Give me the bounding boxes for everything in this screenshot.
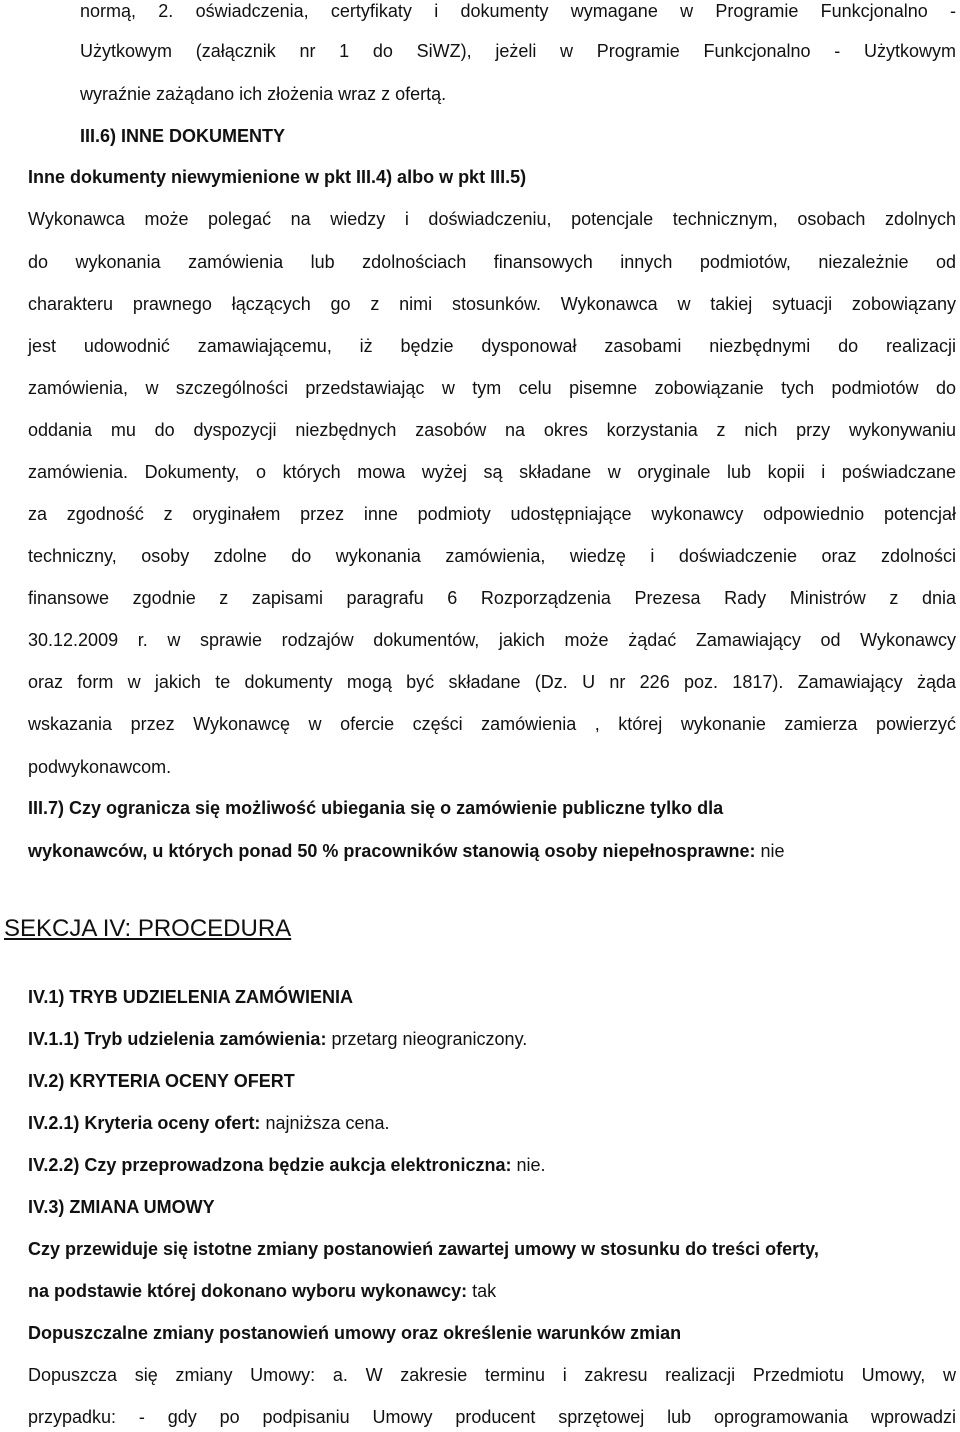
- paragraph-line: zamówienia. Dokumenty, o których mowa wyżej są składane w oryginale lub kopii i poświadczane: [28, 462, 956, 482]
- paragraph-line: techniczny, osoby zdolne do wykonania zamówienia, wiedzę i doświadczenie oraz zdolności: [28, 546, 956, 566]
- intro-line-3: wyraźnie zażądano ich złożenia wraz z ofertą.: [80, 84, 447, 104]
- paragraph-line: podwykonawcom.: [28, 757, 172, 777]
- section-4-title: SEKCJA IV: PROCEDURA: [4, 915, 292, 942]
- iv22-row: [28, 1154, 956, 1176]
- iv1-heading: IV.1) TRYB UDZIELENIA ZAMÓWIENIA: [28, 987, 354, 1007]
- section-3-7-answer: nie: [760, 841, 785, 861]
- intro-line-2: Użytkowym (załącznik nr 1 do SiWZ), jeżeli w Programie Funkcjonalno - Użytkowym: [80, 41, 956, 61]
- iv22-value: nie.: [516, 1155, 546, 1175]
- section-3-7-question-text: wykonawców, u których ponad 50 % pracowników stanowią osoby niepełnosprawne:: [28, 841, 756, 861]
- iv21-label: IV.2.1) Kryteria oceny ofert:: [28, 1113, 261, 1133]
- iv3-answer: tak: [472, 1281, 497, 1301]
- paragraph-line: zamówienia, w szczególności przedstawiając w tym celu pisemne zobowiązanie tych podmiotów do: [28, 378, 956, 398]
- section-3-7-question-line-2: [28, 840, 956, 862]
- paragraph-line: jest udowodnić zamawiającemu, iż będzie dysponował zasobami niezbędnymi do realizacji: [28, 336, 956, 356]
- paragraph-line: Wykonawca może polegać na wiedzy i doświadczeniu, potencjale technicznym, osobach zdolnych: [28, 209, 956, 229]
- iv21-row: [28, 1112, 956, 1134]
- paragraph-line: oraz form w jakich te dokumenty mogą być składane (Dz. U nr 226 poz. 1817). Zamawiający żąda: [28, 672, 956, 692]
- iv3-question-line-1: Czy przewiduje się istotne zmiany postanowień zawartej umowy w stosunku do treści oferty,: [28, 1239, 819, 1259]
- paragraph-line: wskazania przez Wykonawcę w ofercie części zamówienia , której wykonanie zamierza powierzyć: [28, 714, 956, 734]
- paragraph-line: charakteru prawnego łączących go z nimi stosunków. Wykonawca w takiej sytuacji zobowiązany: [28, 294, 956, 314]
- paragraph-line: oddania mu do dyspozycji niezbędnych zasobów na okres korzystania z nich przy wykonywaniu: [28, 420, 956, 440]
- section-3-7-question-line-1: III.7) Czy ogranicza się możliwość ubiegania się o zamówienie publiczne tylko dla: [28, 798, 724, 818]
- section-3-6-heading: III.6) INNE DOKUMENTY: [80, 126, 286, 146]
- paragraph-line: finansowe zgodnie z zapisami paragrafu 6 Rozporządzenia Prezesa Rady Ministrów z dnia: [28, 588, 956, 608]
- iv21-value: najniższa cena.: [265, 1113, 390, 1133]
- iv3-question-text: na podstawie której dokonano wyboru wykonawcy:: [28, 1281, 468, 1301]
- paragraph-line: 30.12.2009 r. w sprawie rodzajów dokumentów, jakich może żądać Zamawiający od Wykonawcy: [28, 630, 956, 650]
- paragraph-line: do wykonania zamówienia lub zdolnościach finansowych innych podmiotów, niezależnie od: [28, 252, 956, 272]
- iv11-label: IV.1.1) Tryb udzielenia zamówienia:: [28, 1029, 327, 1049]
- intro-line-1: normą, 2. oświadczenia, certyfikaty i dokumenty wymagane w Programie Funkcjonalno -: [80, 1, 956, 21]
- iv3-question-line-2: [28, 1280, 956, 1302]
- section-3-6-subheading: Inne dokumenty niewymienione w pkt III.4) albo w pkt III.5): [28, 167, 527, 187]
- iv3-subheading: Dopuszczalne zmiany postanowień umowy oraz określenie warunków zmian: [28, 1323, 682, 1343]
- iv2-heading: IV.2) KRYTERIA OCENY OFERT: [28, 1071, 295, 1091]
- iv3-heading: IV.3) ZMIANA UMOWY: [28, 1197, 215, 1217]
- iv11-row: [28, 1028, 956, 1050]
- iv22-label: IV.2.2) Czy przeprowadzona będzie aukcja elektroniczna:: [28, 1155, 512, 1175]
- iv3-paragraph-line: przypadku: - gdy po podpisaniu Umowy producent sprzętowej lub oprogramowania wprowadzi: [28, 1407, 956, 1427]
- paragraph-line: za zgodność z oryginałem przez inne podmioty udostępniające wykonawcy odpowiednio potencjał: [28, 504, 956, 524]
- iv11-value: przetarg nieograniczony.: [331, 1029, 528, 1049]
- iv3-paragraph-line: Dopuszcza się zmiany Umowy: a. W zakresie terminu i zakresu realizacji Przedmiotu Umowy, w: [28, 1365, 956, 1385]
